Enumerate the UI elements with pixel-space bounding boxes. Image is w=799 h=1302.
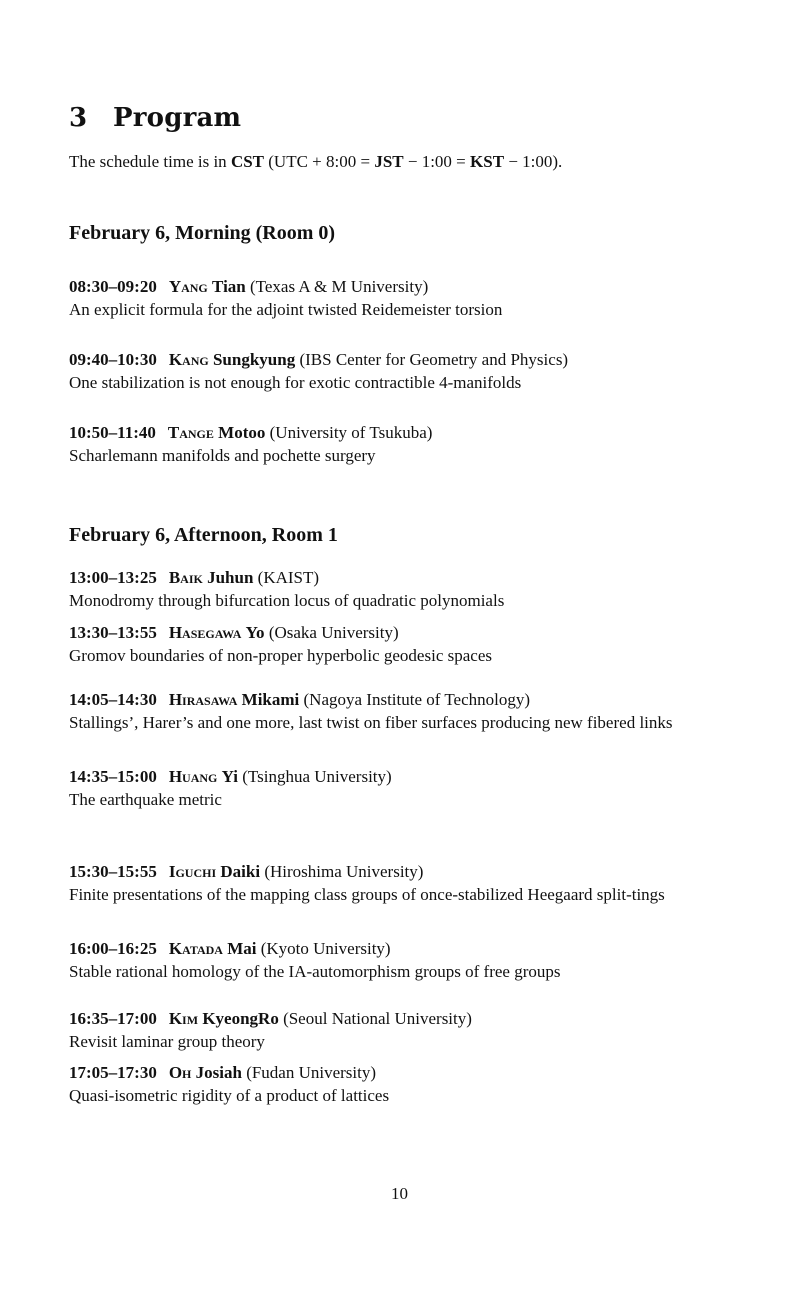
talk-time: 17:05–17:30: [69, 1063, 157, 1082]
speaker-family-name: Katada: [168, 939, 223, 958]
speaker-affiliation: (Hiroshima University): [264, 862, 424, 881]
timezone-kst: KST: [470, 152, 505, 171]
speaker-given-name: Mai: [227, 939, 257, 958]
section-number: 3: [69, 103, 88, 133]
speaker-family-name: Hasegawa: [168, 623, 242, 642]
speaker-family-name: Iguchi: [168, 862, 217, 881]
session-heading: February 6, Afternoon, Room 1: [69, 524, 338, 546]
talk-header: [69, 1007, 472, 1030]
talk-header: [69, 275, 428, 298]
talk-header: [69, 860, 423, 883]
speaker-affiliation: (Osaka University): [268, 623, 399, 642]
page-number: 10: [391, 1184, 408, 1203]
talk-header: [69, 688, 530, 711]
speaker-affiliation: (Kyoto University): [260, 939, 391, 958]
speaker-given-name: Mikami: [241, 690, 300, 709]
speaker-family-name: Tange: [167, 423, 214, 442]
schedule-timezone-note: [69, 150, 562, 174]
timezone-jst: JST: [374, 152, 404, 171]
talk-time: 15:30–15:55: [69, 862, 157, 881]
talk-title: One stabilization is not enough for exotic contractible 4-manifolds: [69, 373, 522, 392]
speaker-affiliation: (Nagoya Institute of Technology): [303, 690, 531, 709]
talk-title: Stallings’, Harer’s and one more, last twist on fiber surfaces producing new fibered links: [69, 713, 673, 732]
speaker-given-name: Yi: [221, 767, 239, 786]
talk-time: 09:40–10:30: [69, 350, 157, 369]
talk-title: Scharlemann manifolds and pochette surgery: [69, 446, 376, 465]
speaker-affiliation: (Texas A & M University): [250, 277, 429, 296]
talk-title: Quasi-isometric rigidity of a product of lattices: [69, 1086, 390, 1105]
timezone-cst: CST: [230, 152, 265, 171]
speaker-given-name: Daiki: [220, 862, 261, 881]
speaker-family-name: Baik: [168, 568, 203, 587]
speaker-given-name: KyeongRo: [202, 1009, 279, 1028]
speaker-family-name: Yang: [168, 277, 208, 296]
talk-header: [69, 348, 568, 371]
intro-text: The schedule time is in: [69, 152, 231, 171]
talk-header: [69, 1061, 376, 1084]
talk-title: An explicit formula for the adjoint twisted Reidemeister torsion: [69, 300, 503, 319]
talk-time: 10:50–11:40: [69, 423, 156, 442]
talk-time: 16:35–17:00: [69, 1009, 157, 1028]
speaker-family-name: Oh: [168, 1063, 192, 1082]
speaker-affiliation: (IBS Center for Geometry and Physics): [299, 350, 569, 369]
session-heading: February 6, Morning (Room 0): [69, 222, 336, 244]
talk-time: 13:30–13:55: [69, 623, 157, 642]
speaker-family-name: Hirasawa: [168, 690, 238, 709]
speaker-family-name: Huang: [168, 767, 218, 786]
intro-text: (UTC + 8:00 =: [264, 152, 375, 171]
speaker-affiliation: (Fudan University): [246, 1063, 377, 1082]
talk-time: 08:30–09:20: [69, 277, 157, 296]
talk-time: 16:00–16:25: [69, 939, 157, 958]
intro-text: − 1:00 =: [403, 152, 471, 171]
section-title: Program: [113, 103, 242, 133]
talk-title: The earthquake metric: [69, 790, 222, 809]
speaker-affiliation: (KAIST): [257, 568, 320, 587]
talk-title: Revisit laminar group theory: [69, 1032, 265, 1051]
speaker-given-name: Tian: [212, 277, 246, 296]
talk-header: [69, 621, 399, 644]
talk-time: 14:35–15:00: [69, 767, 157, 786]
intro-text: − 1:00).: [504, 152, 563, 171]
speaker-family-name: Kim: [168, 1009, 199, 1028]
talk-header: [69, 421, 432, 444]
speaker-given-name: Josiah: [195, 1063, 242, 1082]
section-heading: [69, 100, 241, 136]
speaker-family-name: Kang: [168, 350, 209, 369]
speaker-given-name: Juhun: [207, 568, 254, 587]
talk-title: Monodromy through bifurcation locus of quadratic polynomials: [69, 591, 505, 610]
speaker-given-name: Yo: [245, 623, 265, 642]
speaker-given-name: Sungkyung: [212, 350, 296, 369]
speaker-given-name: Motoo: [218, 423, 266, 442]
talk-header: [69, 765, 392, 788]
talk-title: Finite presentations of the mapping class groups of once-stabilized Heegaard split-tings: [69, 885, 665, 904]
talk-title: Stable rational homology of the IA-automorphism groups of free groups: [69, 962, 561, 981]
speaker-affiliation: (University of Tsukuba): [269, 423, 433, 442]
talk-title: Gromov boundaries of non-proper hyperbolic geodesic spaces: [69, 646, 492, 665]
talk-time: 13:00–13:25: [69, 568, 157, 587]
speaker-affiliation: (Seoul National University): [283, 1009, 472, 1028]
talk-header: [69, 566, 319, 589]
talk-header: [69, 937, 391, 960]
talk-time: 14:05–14:30: [69, 690, 157, 709]
speaker-affiliation: (Tsinghua University): [242, 767, 392, 786]
